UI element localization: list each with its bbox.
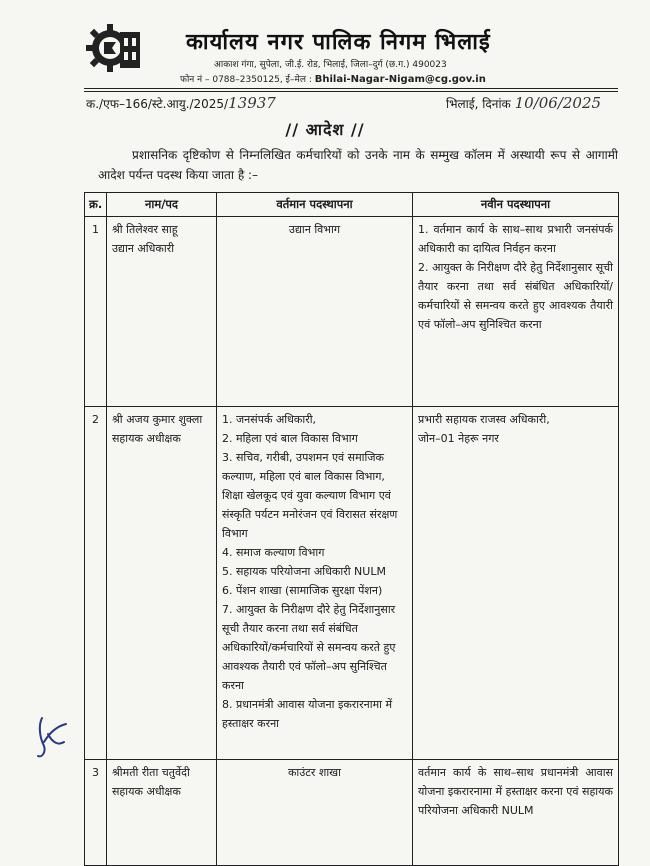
employee-post: सहायक अधीक्षक: [112, 432, 181, 445]
organization-address: आकाश गंगा, सुपेला, जी.ई. रोड, भिलाई, जिला–दुर्ग (छ.ग.) 490023: [214, 60, 447, 70]
current-posting-item: 8. प्रधानमंत्री आवास योजना इकरारनामा में हस्ताक्षर करना: [222, 698, 393, 730]
row-name-post: [107, 407, 217, 760]
current-posting-item: उद्यान विभाग: [288, 223, 341, 236]
new-posting-item: 2. आयुक्त के निरीक्षण दौरे हेतु निर्देशानुसार सूची तैयार करना तथा सर्व संबंधित अधिकारियों/कर्मचारियों से समन्वय करते हुए आवश्यक तैयारी एवं फॉलो–अप सुनिश्चित करना: [418, 261, 613, 331]
table-row: [85, 217, 619, 407]
date-label: भिलाई, दिनांक: [446, 97, 511, 111]
phone-text: फोन नं – 0788–2350125, ई–मेल :: [180, 75, 312, 85]
employee-name: श्री अजय कुमार शुक्ला: [112, 413, 203, 426]
employee-name: श्रीमती रीता चतुर्वेदी: [112, 766, 190, 779]
contact-line: [180, 72, 486, 85]
col-header-name: नाम/पद: [107, 193, 217, 217]
employee-post: उद्यान अधिकारी: [112, 242, 175, 255]
nagar-nigam-logo: [86, 20, 144, 80]
col-header-current: वर्तमान पदस्थापना: [217, 193, 413, 217]
employee-name: श्री तिलेश्वर साहू: [112, 223, 178, 236]
new-posting-item: प्रभारी सहायक राजस्व अधिकारी,: [418, 413, 550, 426]
current-posting-item: 3. सचिव, गरीबी, उपशमन एवं समाजिक कल्याण, महिला एवं बाल विकास विभाग, शिक्षा खेलकूद एवं युवा कल्याण विभाग एवं संस्कृति पर्यटन मनोरंजन एवं विरासत संरक्षण विभाग: [222, 451, 398, 540]
reference-number: [86, 94, 276, 112]
organization-title: कार्यालय नगर पालिक निगम भिलाई: [186, 30, 491, 55]
order-title: // आदेश //: [285, 120, 365, 139]
row-new-posting: [413, 760, 619, 866]
table-row: [85, 407, 619, 760]
current-posting-item: 4. समाज कल्याण विभाग: [222, 546, 325, 559]
reference-handwritten: 13937: [228, 94, 276, 112]
new-posting-item: 1. वर्तमान कार्य के साथ–साथ प्रभारी जनसंपर्क अधिकारी का दायित्व निर्वहन करना: [418, 223, 613, 255]
row-name-post: [107, 760, 217, 866]
date-handwritten: 10/06/2025: [514, 94, 602, 112]
current-posting-item: 6. पेंशन शाखा (सामाजिक सुरक्षा पेंशन): [222, 584, 383, 597]
current-posting-item: 1. जनसंपर्क अधिकारी,: [222, 413, 317, 426]
employee-post: सहायक अधीक्षक: [112, 785, 181, 798]
new-posting-item: वर्तमान कार्य के साथ–साथ प्रधानमंत्री आवास योजना इकरारनामा में हस्ताक्षर करना एवं सहायक परियोजना अधिकारी NULM: [418, 766, 613, 817]
header-divider-2: [84, 91, 618, 92]
row-sn: 3: [85, 760, 107, 866]
col-header-sn: क्र.: [85, 193, 107, 217]
table-row: [85, 760, 619, 866]
postings-table: [84, 192, 619, 866]
current-posting-item: 2. महिला एवं बाल विकास विभाग: [222, 432, 358, 445]
header-divider: [84, 88, 618, 89]
order-date: [446, 94, 601, 112]
row-sn: 1: [85, 217, 107, 407]
current-posting-item: 5. सहायक परियोजना अधिकारी NULM: [222, 565, 386, 578]
current-posting-item: 7. आयुक्त के निरीक्षण दौरे हेतु निर्देशानुसार सूची तैयार करना तथा सर्व संबंधित अधिकारियों/कर्मचारियों से समन्वय करते हुए आवश्यक तैयारी एवं फॉलो–अप सुनिश्चित करना: [222, 603, 396, 692]
current-posting-item: काउंटर शाखा: [287, 766, 342, 779]
row-name-post: [107, 217, 217, 407]
row-new-posting: [413, 217, 619, 407]
table-header-row: [85, 193, 619, 217]
intro-paragraph: प्रशासनिक दृष्टिकोण से निम्नलिखित कर्मचारियों को उनके नाम के सम्मुख कॉलम में अस्थायी रूप से आगामी आदेश पर्यन्त पदस्थ किया जाता है :–: [98, 148, 618, 182]
reference-prefix: क./एफ–166/स्टे.आयु./2025/: [86, 97, 229, 111]
new-posting-item: जोन–01 नेहरू नगर: [418, 432, 499, 445]
row-current-posting: [217, 760, 413, 866]
row-current-posting: [217, 217, 413, 407]
col-header-new: नवीन पदस्थापना: [413, 193, 619, 217]
email-address: Bhilai-Nagar-Nigam@cg.gov.in: [314, 74, 486, 85]
row-new-posting: [413, 407, 619, 760]
row-sn: 2: [85, 407, 107, 760]
handwritten-signature-mark: [28, 712, 72, 762]
row-current-posting: [217, 407, 413, 760]
